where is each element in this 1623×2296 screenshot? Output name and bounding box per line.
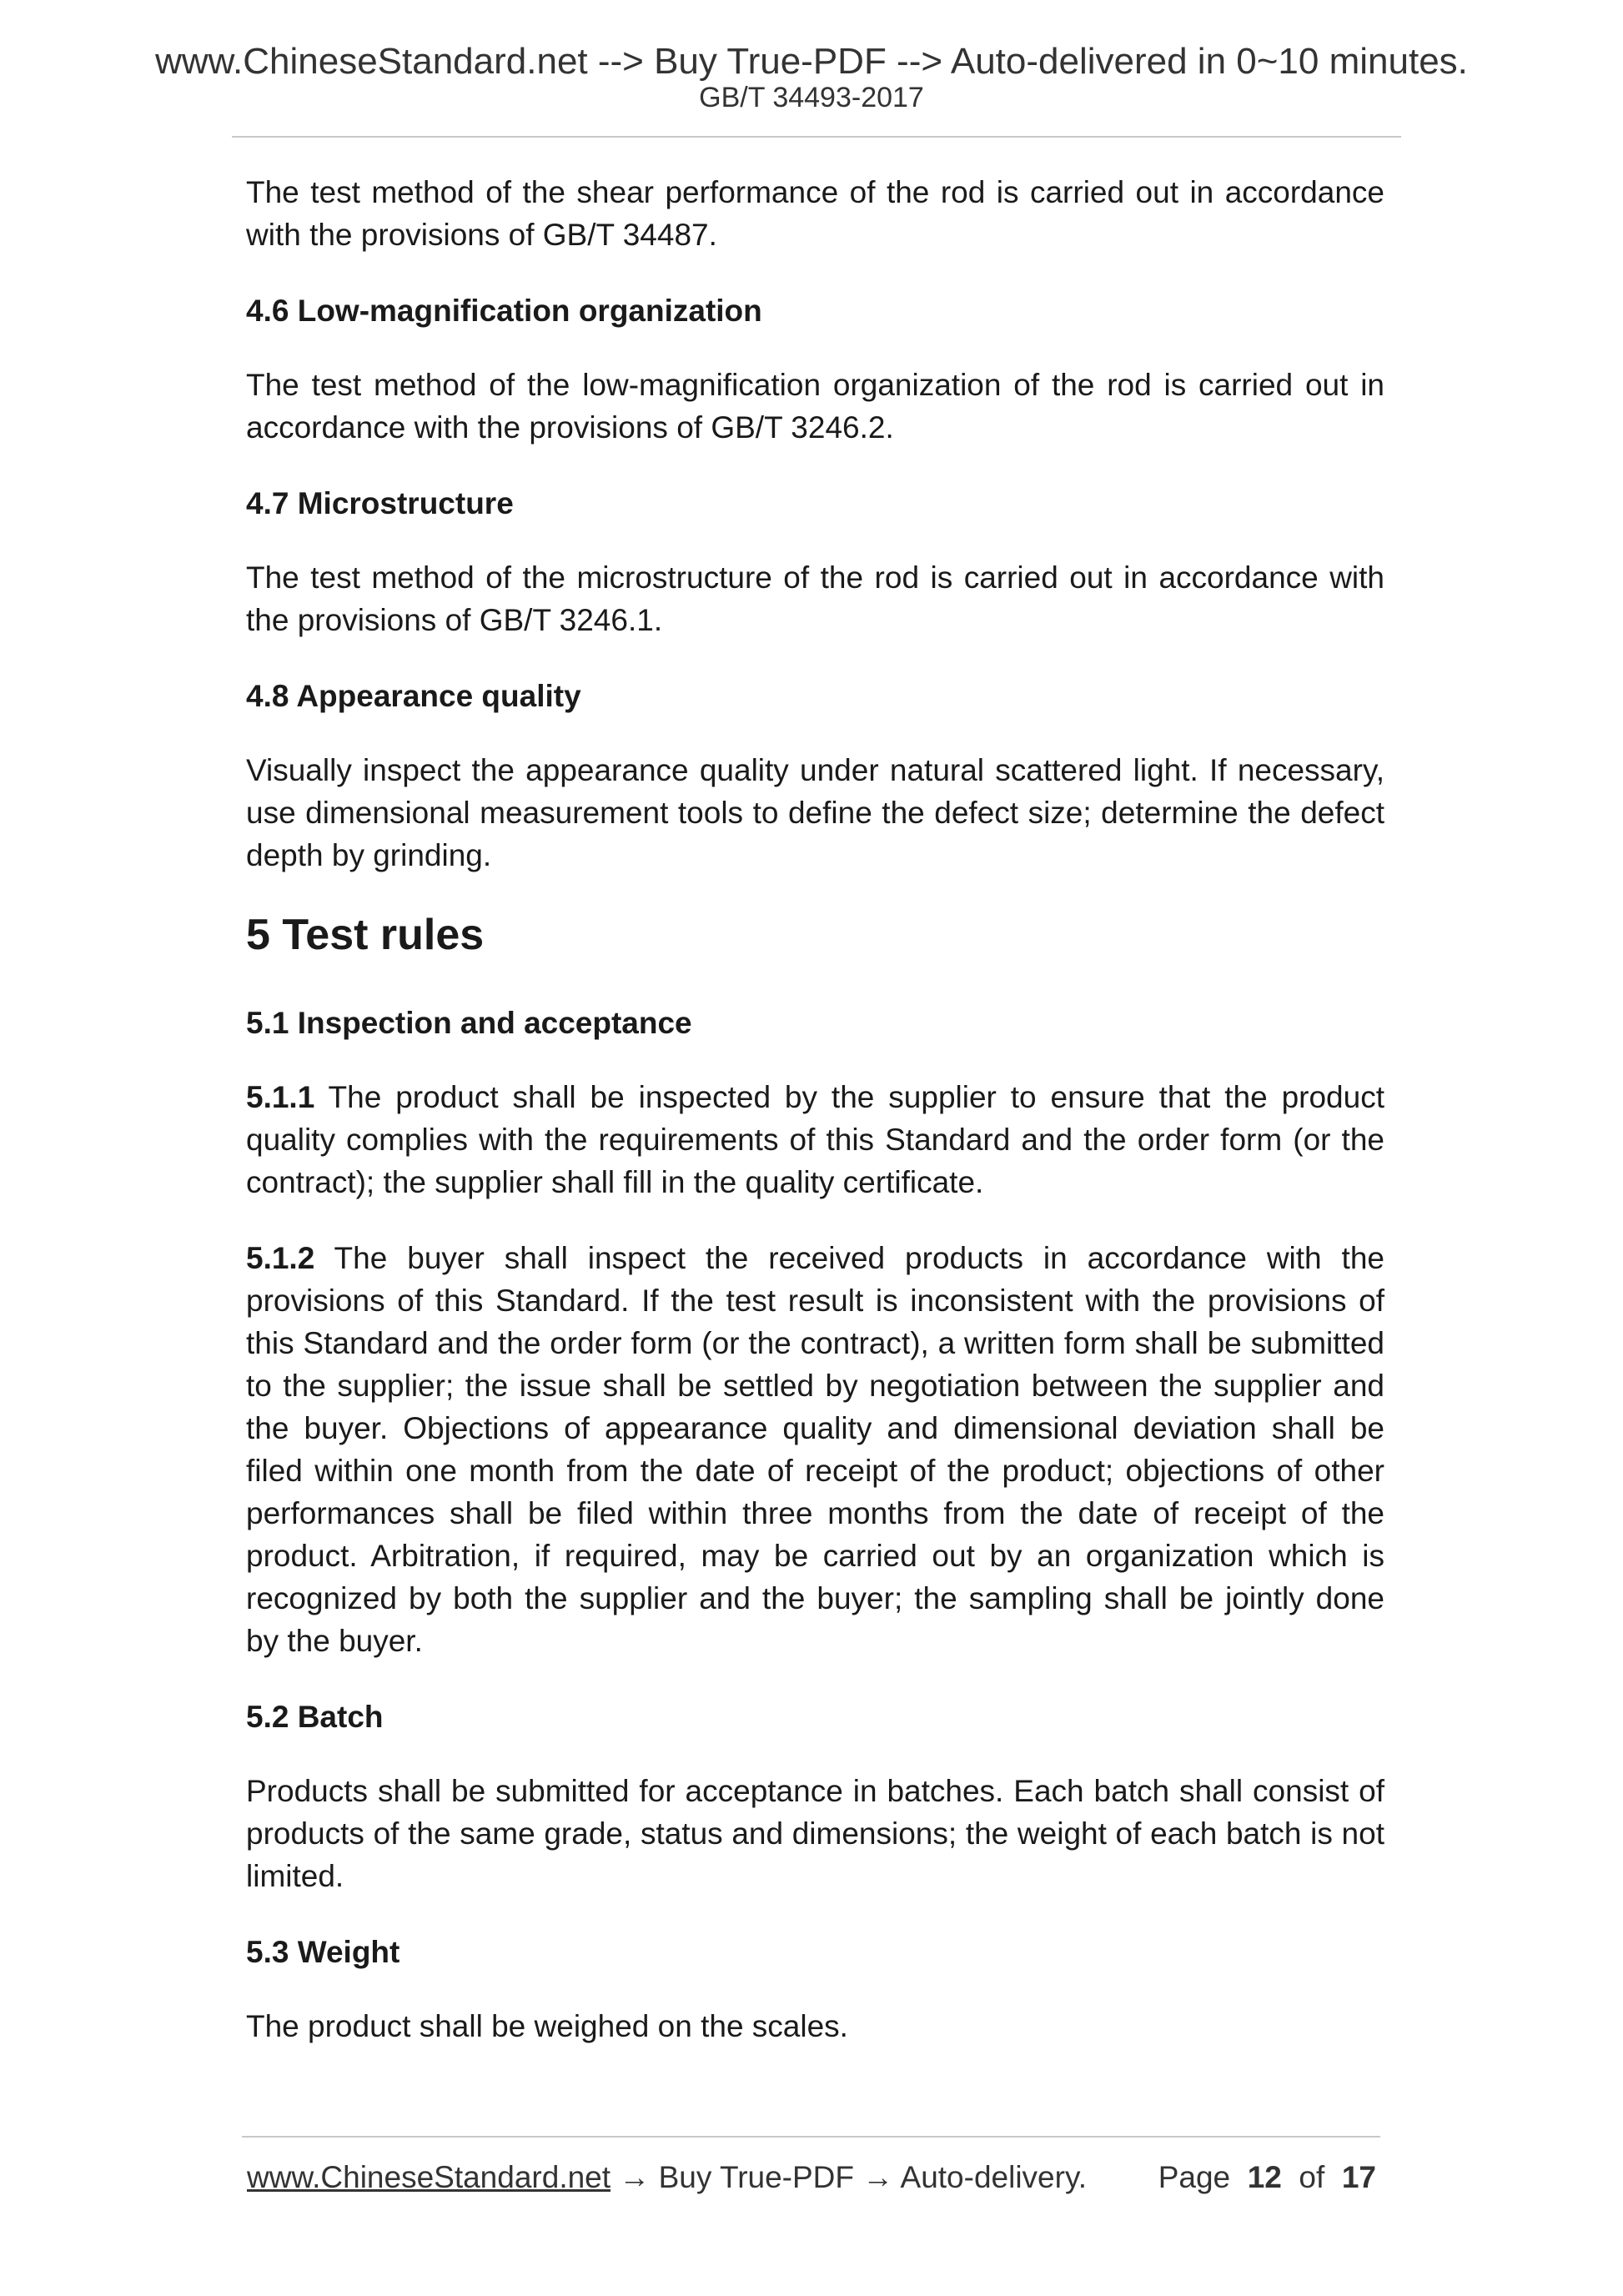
header-divider bbox=[232, 136, 1401, 138]
footer-divider bbox=[242, 2136, 1380, 2138]
clause-text-5-1-1: The product shall be inspected by the supplier to ensure that the product quality complies with the requirements of this Standard and the order form (or the contract); the supplier shall fill in the quality certificate. bbox=[246, 1080, 1384, 1199]
clause-text-5-1-2: The buyer shall inspect the received products in accordance with the provisions of this Standard. If the test result is inconsistent with the provisions of this Standard and the order form (or the contract), a written form shall be submitted to the supplier; the issue shall be settled by negotiation between the supplier and the buyer. Objections of appearance quality and dimensional deviation shall be filed within one month from the date of receipt of the product; objections of other performances shall be filed within three months from the date of receipt of the product. Arbitration, if required, may be carried out by an organization which is recognized by both the supplier and the buyer; the sampling shall be jointly done by the buyer. bbox=[246, 1241, 1384, 1658]
footer-left bbox=[247, 2160, 1087, 2195]
heading-4-7: 4.7 Microstructure bbox=[246, 486, 514, 520]
document-code: GB/T 34493-2017 bbox=[699, 82, 924, 113]
page-number: 12 bbox=[1247, 2160, 1282, 2194]
heading-5-2: 5.2 Batch bbox=[246, 1700, 384, 1734]
heading-5-1: 5.1 Inspection and acceptance bbox=[246, 1006, 692, 1040]
page-label: Page bbox=[1158, 2160, 1231, 2194]
paragraph-5-2: Products shall be submitted for acceptance in batches. Each batch shall consist of products of the same grade, status and dimensions; the weight of each batch is not limited. bbox=[246, 1774, 1384, 1893]
paragraph-5-1-2 bbox=[246, 1237, 1384, 1662]
page-total: 17 bbox=[1341, 2160, 1376, 2194]
clause-number-5-1-2: 5.1.2 bbox=[246, 1241, 315, 1275]
page-content bbox=[246, 171, 1384, 2081]
heading-5-3: 5.3 Weight bbox=[246, 1935, 400, 1969]
paragraph-4-6: The test method of the low-magnification organization of the rod is carried out in accordance with the provisions of GB/T 3246.2. bbox=[246, 368, 1384, 445]
paragraph-4-8: Visually inspect the appearance quality under natural scattered light. If necessary, use dimensional measurement tools to define the defect size; determine the defect depth by grinding. bbox=[246, 753, 1384, 872]
paragraph-shear: The test method of the shear performance of the rod is carried out in accordance with the provisions of GB/T 34487. bbox=[246, 175, 1384, 252]
paragraph-4-7: The test method of the microstructure of the rod is carried out in accordance with the provisions of GB/T 3246.1. bbox=[246, 560, 1384, 637]
footer-tagline: → Buy True-PDF → Auto-delivery. bbox=[611, 2160, 1087, 2194]
page-indicator bbox=[1158, 2160, 1376, 2195]
heading-4-6: 4.6 Low-magnification organization bbox=[246, 294, 762, 328]
clause-number-5-1-1: 5.1.1 bbox=[246, 1080, 315, 1114]
footer-site-link[interactable]: www.ChineseStandard.net bbox=[247, 2160, 611, 2194]
paragraph-5-1-1 bbox=[246, 1076, 1384, 1203]
paragraph-5-3: The product shall be weighed on the scales. bbox=[246, 2009, 848, 2043]
heading-5: 5 Test rules bbox=[246, 911, 485, 959]
heading-4-8: 4.8 Appearance quality bbox=[246, 679, 581, 713]
site-banner: www.ChineseStandard.net --> Buy True-PDF --> Auto-delivered in 0~10 minutes. bbox=[155, 41, 1468, 82]
of-label: of bbox=[1299, 2160, 1325, 2194]
